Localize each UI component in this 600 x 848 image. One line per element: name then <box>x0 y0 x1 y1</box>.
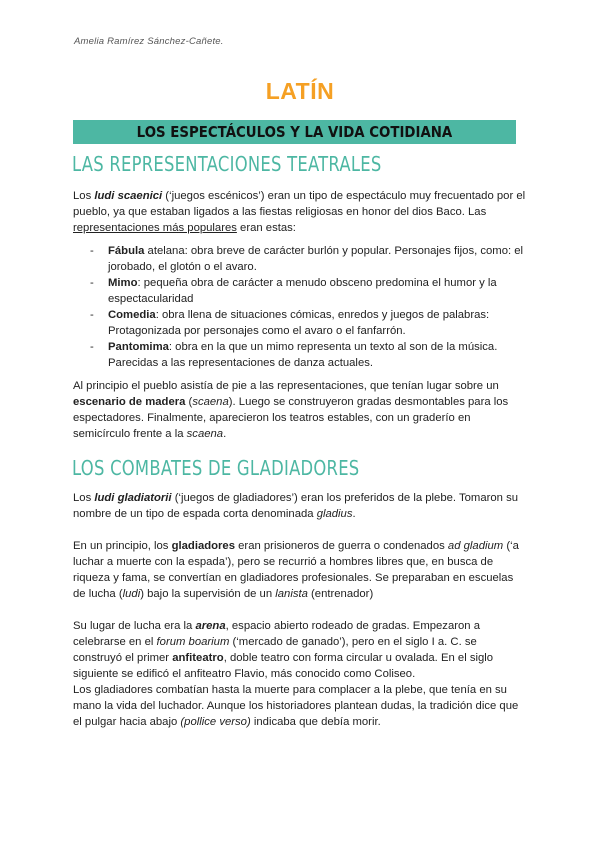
section-heading-teatro: LAS REPRESENTACIONES TEATRALES <box>72 152 382 176</box>
text-run: scaena <box>192 396 229 408</box>
text-run: (pollice verso) <box>180 716 251 728</box>
list-item-mimo <box>90 275 527 307</box>
text-run: lanista <box>275 588 308 600</box>
section-heading-gladiadores: LOS COMBATES DE GLADIADORES <box>72 456 360 480</box>
list-item-comedia <box>90 307 527 339</box>
text-run: arena <box>195 620 226 632</box>
gladiadores-paragraph-4 <box>73 682 527 730</box>
text-run: anfiteatro <box>172 652 224 664</box>
text-run: Comedia <box>108 309 156 321</box>
genre-list <box>90 243 527 371</box>
gladiadores-paragraph-2 <box>73 538 527 602</box>
teatro-outro-paragraph <box>73 378 527 442</box>
text-run: Al principio el pueblo asistía de pie a las representaciones, que tenían lugar sobre un <box>73 380 499 392</box>
text-run: Los <box>73 190 95 202</box>
text-run: . <box>352 508 356 520</box>
text-run: forum boarium <box>156 636 230 648</box>
text-run: escenario de madera <box>73 396 186 408</box>
list-item-pantomima <box>90 339 527 371</box>
text-run: Los <box>73 492 95 504</box>
text-run: Fábula <box>108 245 145 257</box>
text-run: Su lugar de lucha era la <box>73 620 196 632</box>
text-run: , doble teatro con forma circular u ovalada. En el siglo siguiente se edificó el anfiteatro Flavio, más conocido como Coliseo. <box>73 652 494 680</box>
text-run: : obra llena de situaciones cómicas, enredos y juegos de palabras: Protagonizada por personajes como el avaro o el fanfarrón. <box>108 309 490 337</box>
gladiadores-text-1 <box>73 490 527 522</box>
text-run: (‘juegos escénicos’) eran un tipo de espectáculo muy frecuentado por el pueblo, ya que estaban ligados a las fiestas religiosas en honor del dios Baco. Las <box>73 190 526 218</box>
text-run: Mimo <box>108 277 138 289</box>
text-run: : obra en la que un mimo representa un texto al son de la música. Parecidas a las representaciones de danza actuales. <box>108 341 498 369</box>
text-run: En un principio, los <box>73 540 172 552</box>
author-name: Amelia Ramírez Sánchez-Cañete. <box>74 36 224 47</box>
page-title: LATÍN <box>265 78 335 104</box>
text-run: (entrenador) <box>307 588 374 600</box>
text-run: atelana: obra breve de carácter burlón y popular. Personajes fijos, como: el jorobado, el glotón o el avaro. <box>108 245 524 273</box>
text-run: Los gladiadores combatían hasta la muerte para complacer a la plebe, que tenía en su mano la vida del luchador. Aunque los historiadores plantean dudas, la tradición dice que el pulgar hacia abajo <box>73 684 519 728</box>
gladiadores-paragraph-1 <box>73 490 527 522</box>
text-run: scaena <box>186 428 224 440</box>
topic-banner <box>73 120 516 144</box>
text-run: ) bajo la supervisión de un <box>140 588 276 600</box>
text-run: eran estas: <box>236 222 296 234</box>
text-run: representaciones más populares <box>73 222 237 234</box>
text-run: gladius <box>316 508 353 520</box>
text-run: Pantomima <box>108 341 169 353</box>
gladiadores-text-3 <box>73 618 527 682</box>
list-item-fabula <box>90 243 527 275</box>
text-run: : pequeña obra de carácter a menudo obsceno predomina el humor y la espectacularidad <box>108 277 497 305</box>
text-run: gladiadores <box>171 540 236 552</box>
teatro-intro-text <box>73 188 527 236</box>
text-run: ). Luego se construyeron gradas desmontables para los espectadores. Finalmente, aparecieron los teatros estables, con un graderío en semicírculo frente a la <box>73 396 509 440</box>
text-run: ludi gladiatorii <box>94 492 172 504</box>
topic-banner-text: LOS ESPECTÁCULOS Y LA VIDA COTIDIANA <box>136 123 453 141</box>
text-run: . <box>223 428 227 440</box>
text-run: (‘juegos de gladiadores’) eran los preferidos de la plebe. Tomaron su nombre de un tipo de espada corta denominada <box>73 492 518 520</box>
text-run: indicaba que debía morir. <box>250 716 381 728</box>
gladiadores-text-4 <box>73 682 527 730</box>
teatro-intro-paragraph <box>73 188 527 236</box>
text-run: (‘a luchar a muerte con la espada’), pero se recurrió a hombres libres que, en busca de riqueza y fama, se convertían en gladiadores profesionales. Se preparaban en escuelas de lucha ( <box>73 540 519 600</box>
text-run: ad gladium <box>447 540 504 552</box>
teatro-outro-text <box>73 378 527 442</box>
text-run: ludi scaenici <box>94 190 163 202</box>
text-run: , espacio abierto rodeado de gradas. Empezaron a celebrarse en el <box>73 620 480 648</box>
gladiadores-text-2 <box>73 538 527 602</box>
text-run: ludi <box>122 588 141 600</box>
text-run: eran prisioneros de guerra o condenados <box>235 540 448 552</box>
text-run: (‘mercado de ganado’), pero en el siglo I a. C. se construyó el primer <box>73 636 477 664</box>
gladiadores-paragraph-3 <box>73 618 527 682</box>
text-run: ( <box>185 396 193 408</box>
